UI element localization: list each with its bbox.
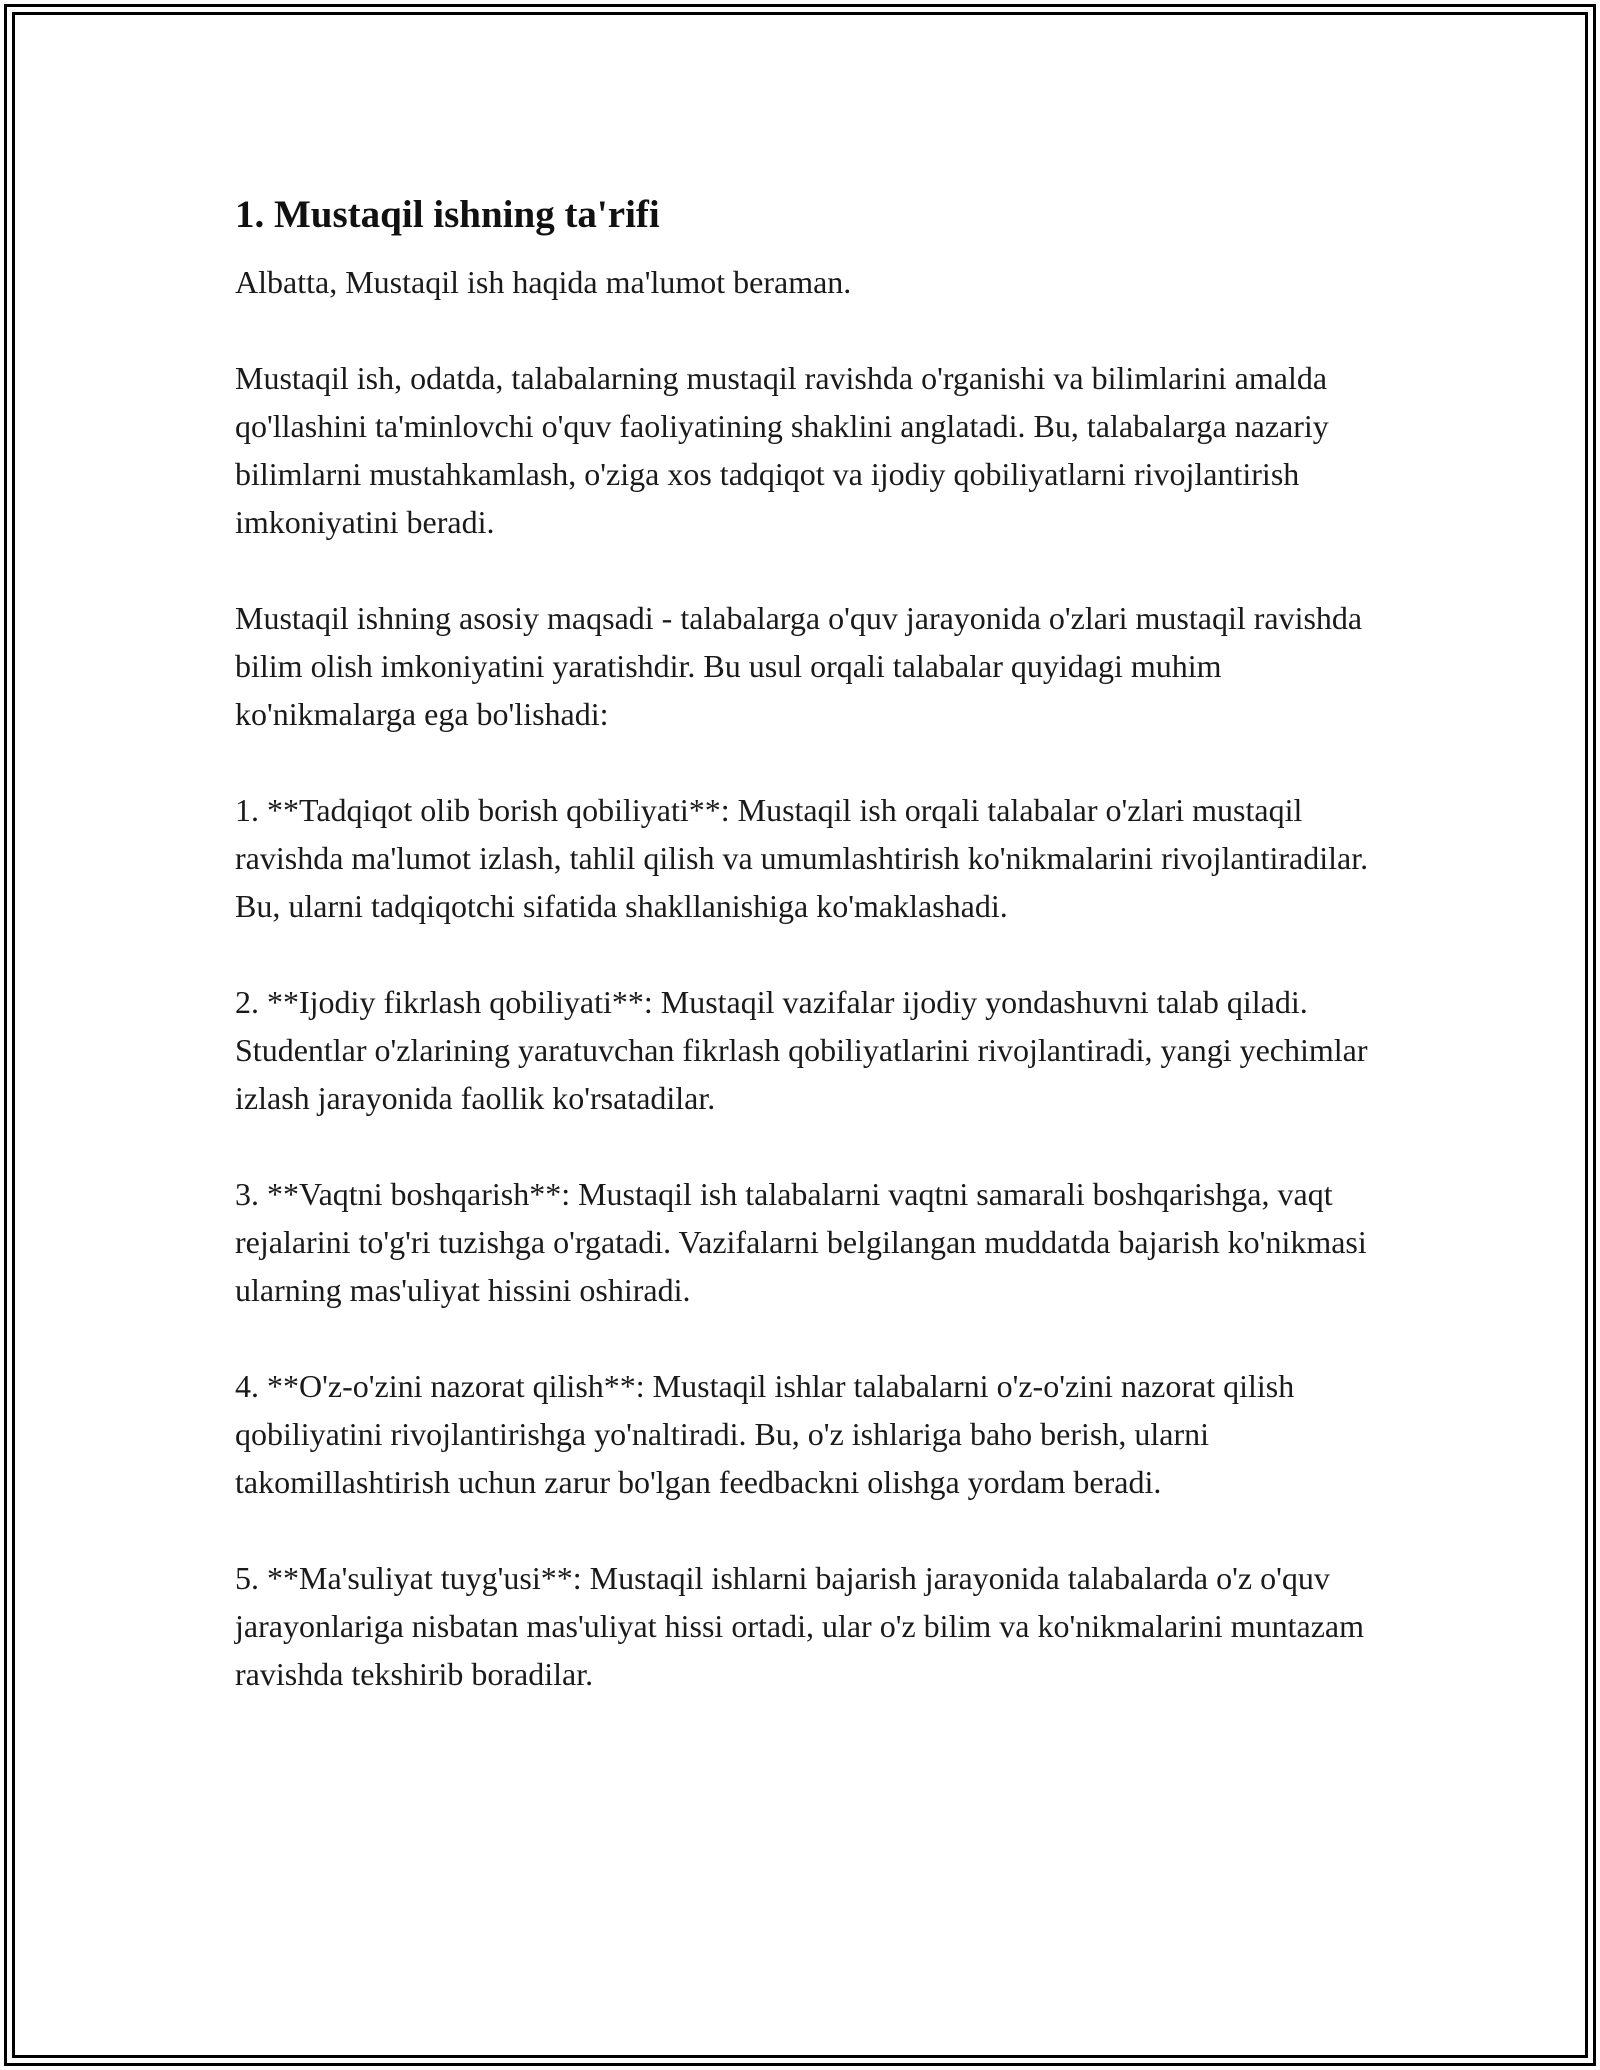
list-item-self-control: 4. **O'z-o'zini nazorat qilish**: Mustaqil ishlar talabalarni o'z-o'zini nazorat qilish qobiliyatini rivojlantirishga yo'naltiradi. Bu, o'z ishlariga baho berish, ularni takomillashtirish uchun zarur bo'lgan feedbackni olishga yordam beradi. bbox=[235, 1368, 1295, 1500]
definition-paragraph: Mustaqil ish, odatda, talabalarning mustaqil ravishda o'rganishi va bilimlarini amalda qo'llashini ta'minlovchi o'quv faoliyatining shaklini anglatadi. Bu, talabalarga nazariy bilimlarni mustahkamlash, o'ziga xos tadqiqot va ijodiy qobiliyatlarni rivojlantirish imkoniyatini beradi. bbox=[235, 360, 1329, 540]
list-item-creative-thinking: 2. **Ijodiy fikrlash qobiliyati**: Mustaqil vazifalar ijodiy yondashuvni talab qiladi. Studentlar o'zlarining yaratuvchan fikrlash qobiliyatlarini rivojlantiradi, yangi yechimlar izlash jarayonida faollik ko'rsatadilar. bbox=[235, 984, 1368, 1116]
purpose-paragraph: Mustaqil ishning asosiy maqsadi - talabalarga o'quv jarayonida o'zlari mustaqil ravishda bilim olish imkoniyatini yaratishdir. Bu usul orqali talabalar quyidagi muhim ko'nikmalarga ega bo'lishadi: bbox=[235, 600, 1363, 732]
section-heading: 1. Mustaqil ishning ta'rifi bbox=[235, 193, 660, 236]
intro-paragraph: Albatta, Mustaqil ish haqida ma'lumot beraman. bbox=[235, 264, 852, 300]
list-item-research: 1. **Tadqiqot olib borish qobiliyati**: Mustaqil ish orqali talabalar o'zlari mustaqil ravishda ma'lumot izlash, tahlil qilish va umumlashtirish ko'nikmalarini rivojlantiradilar. Bu, ularni tadqiqotchi sifatida shakllanishiga ko'maklashadi. bbox=[235, 792, 1369, 924]
list-item-responsibility: 5. **Ma'suliyat tuyg'usi**: Mustaqil ishlarni bajarish jarayonida talabalarda o'z o'quv jarayonlariga nisbatan mas'uliyat hissi ortadi, ular o'z bilim va ko'nikmalarini muntazam ravishda tekshirib boradilar. bbox=[235, 1560, 1364, 1692]
document-body bbox=[235, 190, 1385, 1698]
list-item-time-management: 3. **Vaqtni boshqarish**: Mustaqil ish talabalarni vaqtni samarali boshqarishga, vaqt rejalarini to'g'ri tuzishga o'rgatadi. Vazifalarni belgilangan muddatda bajarish ko'nikmasi ularning mas'uliyat hissini oshiradi. bbox=[235, 1176, 1367, 1308]
